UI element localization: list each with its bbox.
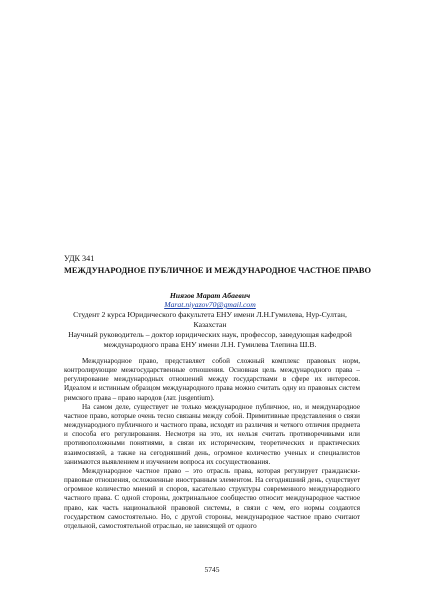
body-paragraph: На самом деле, существует не только международное публичное, но, и международное частное право, которые очень тесно связаны между собой. Примитивные представления о связи международного публичного и частного права, исходят из различия и четкого отличия предмета и способа его регулирования. Несмотря на это, их нельзя считать противоречивыми или противоположными понятиями, в связи их историческим, теоретических и практических взаимосвязей, а также на сегодняшний день, огромное количество ученых и специалистов занимаются выявлением и изучением вопроса их сосуществования. [64, 402, 360, 466]
article-title: МЕЖДУНАРОДНОЕ ПУБЛИЧНОЕ И МЕЖДУНАРОДНОЕ ЧАСТНОЕ ПРАВО [64, 266, 371, 275]
body-paragraph: Международное право, представляет собой сложный комплекс правовых норм, контролирующие межгосударственные отношения. Основная цель международного права – регулирование международных отношений между государствами в сфере их интересов. Идеалом и истинным образцом международного права можно считать одну из правовых систем римского права – право народов (лат. jusgentium). [64, 357, 360, 402]
author-name: Ниязов Марат Абаевич [169, 291, 251, 300]
author-affiliation: Студент 2 курса Юридического факультета ЕНУ имени Л.Н.Гумилева, Нур-Султан, Казахстан [73, 310, 347, 329]
scientific-supervisor: Научный руководитель – доктор юридических наук, профессор, заведующая кафедрой международного права ЕНУ имени Л.Н. Гумилева Тлепина Ш.В. [68, 330, 352, 349]
udc-code: УДК 341 [64, 254, 95, 263]
article-body [64, 357, 360, 531]
body-paragraph: Международное частное право – это отрасль права, которая регулирует граждански-правовые отношения, осложненные иностранным элементом. На сегодняшний день, существует огромное количество мнений и споров, касательно структуры современного международного частного права. С одной стороны, доктринальное сообщество относит международное частное право, как часть национальной правовой системы, в связи с чем, его нормы создаются государством самостоятельно. Но, с другой стороны, международное частное право считают отдельной, самостоятельной отраслью, не зависящей от одного [64, 466, 360, 530]
page-number: 5745 [204, 565, 220, 574]
author-email-link[interactable]: Marat.niyazov70@gmail.com [164, 300, 256, 309]
